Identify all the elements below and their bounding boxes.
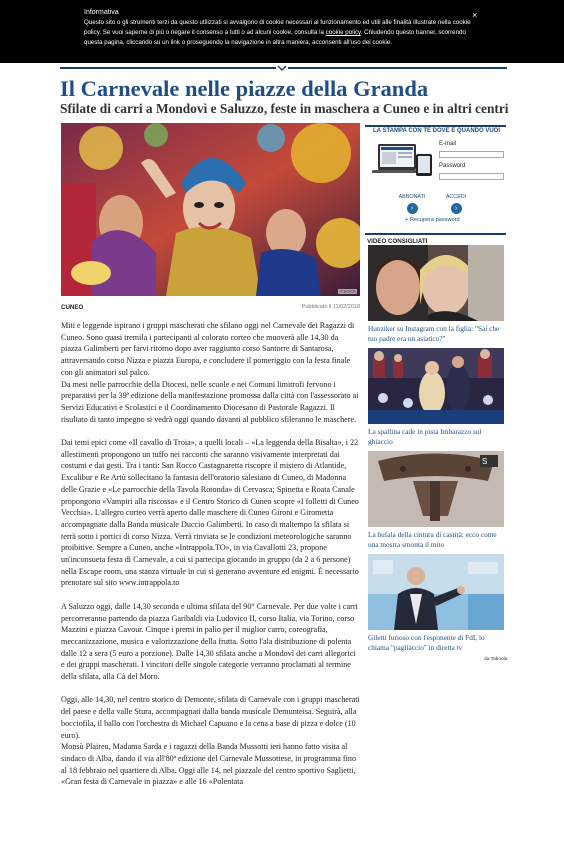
chevron-down-icon[interactable]	[276, 64, 288, 73]
article-body	[61, 320, 361, 800]
recover-password-link[interactable]: + Recupera password	[405, 217, 460, 223]
sponsor-label[interactable]: da Taboola	[484, 657, 508, 662]
password-label: Password	[439, 163, 466, 169]
paragraph: Monsù Plaireu, Madama Sarda e i ragazzi della Banda Mussotti ieri hanno fatto visita al sindaco di Alba, dando il via all'80ª edizione del Carnevale Mussottese, in programma fino al 18 febbraio nel quartiere di Alba. Oggi alle 14, nel piazzale del centro sportivo Saglietti, «Gran festa di Carnevale in piazza» e alle 16 «Polentata	[61, 742, 357, 787]
article-photo	[61, 123, 360, 296]
email-field[interactable]	[439, 151, 504, 158]
cookie-text-part: . Chiudendo questo banner, scorrendo questa pagina, cliccando su un link o proseguendo la navigazione in altra maniera, acconsenti all'uso dei cookie.	[84, 28, 466, 46]
cookie-text-part: Questo sito o gli strumenti terzi da questo utilizzati si avvalgono di cookie necessari al funzionamento ed utili alle finalità illustrate nella cookie policy. Se vuoi saperne di più o negare il consenso a tutti o ad alcuni cookie, consulta la	[84, 19, 471, 36]
access-button[interactable]	[436, 194, 476, 214]
paragraph: Miti e leggende ispirano i gruppi mascherati che sfilano oggi nel Carnevale dei Ragazzi di Cuneo. Sono quasi tremila i partecipanti al colorato corteo che muoverà alle 14,30 da piazza Galimberti per farvi ritorno dopo aver raggiunto corso Santorre di Santarosa, attraversando corso Nizza e piazza Europa, e concludere il pomeriggio con la festa finale con gli animatori sul palco.	[61, 321, 355, 377]
video-thumbnail[interactable]	[368, 451, 504, 527]
password-field[interactable]	[439, 173, 504, 180]
login-title: LA STAMPA CON TE DOVE E QUANDO VUOI	[373, 128, 501, 134]
cookie-policy-link[interactable]: cookie policy	[325, 28, 361, 36]
cookie-title: Informativa	[84, 9, 119, 16]
access-label: ACCEDI	[445, 194, 467, 200]
paragraph: Dai temi epici come «Il cavallo di Troia», a quelli locali – «La leggenda della Bisalta», i 22 allestimenti propongono un tuffo nei racconti che saranno visivamente interpretati dai costumi e dai gesti. Tra i tanti: San Rocco Castagnaretta riscopre il mistero di Atlantide, Excalibur e Re Artù sollecitano la fantasia dell'oratorio salesiano di Cuneo, di Madonna delle Grazie e «Le parrocchie della Tavola Rotonda» di Cervasca; Spinetta e Roata Canale propongono «Vampiri alla riscossa» e il Centro Storico di Cuneo scopre «I folletti di Cuneo Vecchia». L'allegro corteo verrà aperto dalle maschere di Cuneo Gironi e Girometta accompagnate dalla Banda musicale Duccio Galimberti. In caso di maltempo la sfilata si terrà sotto i portici di corso Nizza. Verrà rinviata se le condizioni meteorologiche saranno proibitive. Sempre a Cuneo, anche «Intrappola.TO», in via Cavallotti 23, propone un'inconsueta festa di Carnevale, a cui si partecipa giocando in gruppo (da 2 a 6 persone) nella Escape room, una stanza virtuale in cui si generano avventure ed enigmi. È necessario prenotare sul sito www.intrappola.to	[61, 438, 359, 588]
subscribe-label: ABBONATI	[398, 194, 426, 200]
videos-heading: VIDEO CONSIGLIATI	[365, 233, 506, 245]
subscribe-button[interactable]	[392, 194, 432, 214]
article-title: Il Carnevale nelle piazze della Granda	[60, 76, 429, 101]
video-thumbnail[interactable]	[368, 245, 504, 321]
video-thumbnail[interactable]	[368, 348, 504, 424]
cookie-text	[84, 18, 479, 47]
paragraph: Da mesi nelle parrocchie della Diocesi, nelle scuole e nei Comuni limitrofi fervono i preparativi per la 39ª edizione della manifestazione promossa dalla città con l'assessorato ai Servizi Educativi e Scolastici e il Coordinamento Diocesano di Pastorale Ragazzi. Il risultato di tanto impegno si vedrà oggi quando davanti al pubblico sfileranno le maschere.	[61, 379, 359, 424]
arrow-right-icon[interactable]: ›	[407, 203, 418, 214]
svg-text:S: S	[482, 457, 488, 466]
video-caption[interactable]: La bufala della cintura di castità: ecco come una mostra smonta il mito	[368, 530, 497, 549]
paragraph: Oggi, alle 14,30, nel centro storico di Demonte, sfilata di Carnevale con i gruppi mascherati del paese e della valle Stura, accompagnati dalla banda musicale Demunteisa. Seguirà, alla bocciofila, il ballo con l'orchestra di Michael Capuano e la cena a base di pizza e dolce (10 euro).	[61, 695, 360, 740]
section-label[interactable]: CUNEO	[61, 304, 84, 311]
video-caption[interactable]: Giletti furioso con l'esponente di FdI, lo chiama "pagliaccio" in diretta tv	[368, 633, 485, 652]
paragraph: A Saluzzo oggi, dalle 14,30 seconda e ultima sfilata del 90° Carnevale. Per due volte i carri percorreranno partendo da piazza Garibaldi via Ludovico II, corso Italia, via Torino, corso Mazzini e piazza Cavour. Cinque i premi in palio per il miglior carro, coreografia, meccanizzazione, musica e valorizzazione della frutta. Sotto l'ala distribuzione di polenta dalle 12 a sera (5 euro a porzione). Dalle 14,30 sfilata anche a Mondovì dei carri allegorici e dei gruppi mascherati. I vincitori delle singole categorie verranno proclamati al termine della sfilata, alla Cà del Moro.	[61, 601, 358, 682]
photo-credit: ITSOCK	[339, 289, 356, 294]
cookie-banner	[0, 0, 564, 63]
close-icon[interactable]: ×	[472, 10, 478, 20]
video-caption[interactable]: Hunziker su Instagram con la figlia: "Sai che tuo padre era un asiatico?"	[368, 324, 500, 343]
video-caption[interactable]: La spallina cade in pista Imbarazzo sul ghiaccio	[368, 427, 482, 446]
devices-icon	[372, 142, 434, 178]
email-label: E-mail	[439, 141, 457, 147]
video-thumbnail[interactable]	[368, 554, 504, 630]
article-subtitle: Sfilate di carri a Mondovì e Saluzzo, feste in maschera a Cuneo e in altri centri	[60, 101, 509, 116]
arrow-right-icon[interactable]: ›	[451, 203, 462, 214]
publish-date: Pubblicato il 11/02/2018	[301, 304, 360, 310]
